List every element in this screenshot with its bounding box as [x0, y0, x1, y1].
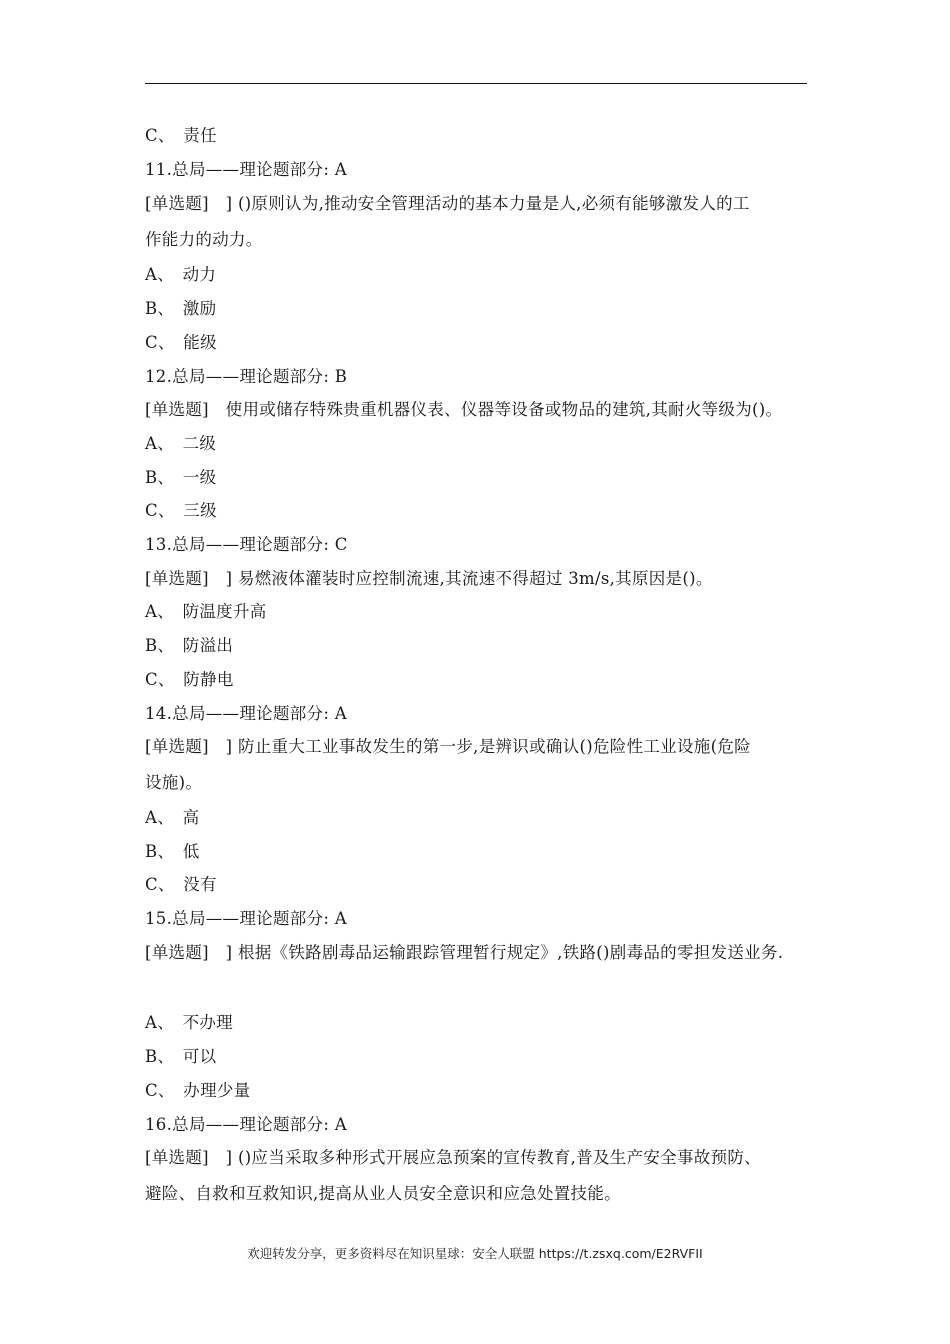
option-c-q15: C、 办理少量 — [145, 1081, 251, 1100]
option-b-q11: B、 激励 — [145, 299, 217, 318]
footer-share-note: 欢迎转发分享，更多资料尽在知识星球：安全人联盟 https://t.zsxq.com/E2RVFII — [247, 1246, 703, 1261]
question-text-11-line1: [单选题] ] ()原则认为,推动安全管理活动的基本力量是人,必须有能够激发人的工 — [145, 194, 750, 213]
question-text-14-line2: 设施)。 — [145, 773, 203, 792]
option-b-q14: B、 低 — [145, 842, 200, 861]
question-text-12: [单选题] 使用或储存特殊贵重机器仪表、仪器等设备或物品的建筑,其耐火等级为()。 — [145, 400, 783, 419]
option-b-q12: B、 一级 — [145, 468, 217, 487]
option-a-q15: A、 不办理 — [145, 1013, 233, 1032]
header-rule — [145, 83, 807, 84]
option-b-q15: B、 可以 — [145, 1047, 217, 1066]
question-header-14: 14.总局——理论题部分: A — [145, 704, 347, 723]
option-c-q14: C、 没有 — [145, 875, 217, 894]
question-text-16-line1: [单选题] ] ()应当采取多种形式开展应急预案的宣传教育,普及生产安全事故预防、 — [145, 1148, 761, 1167]
question-header-12: 12.总局——理论题部分: B — [145, 367, 348, 386]
question-text-14-line1: [单选题] ] 防止重大工业事故发生的第一步,是辨识或确认()危险性工业设施(危险 — [145, 737, 751, 756]
question-text-13: [单选题] ] 易燃液体灌装时应控制流速,其流速不得超过 3m/s,其原因是()。 — [145, 569, 713, 588]
option-c-q12: C、 三级 — [145, 501, 217, 520]
option-a-q14: A、 高 — [145, 808, 200, 827]
option-c-q13: C、 防静电 — [145, 670, 234, 689]
question-text-15: [单选题] ] 根据《铁路剧毒品运输跟踪管理暂行规定》,铁路()剧毒品的零担发送业务. — [145, 943, 784, 962]
option-c-q10: C、 责任 — [145, 126, 217, 145]
question-header-15: 15.总局——理论题部分: A — [145, 909, 347, 928]
question-header-16: 16.总局——理论题部分: A — [145, 1115, 347, 1134]
option-a-q13: A、 防温度升高 — [145, 602, 267, 621]
question-header-11: 11.总局——理论题部分: A — [145, 160, 347, 179]
option-a-q12: A、 二级 — [145, 434, 217, 453]
option-a-q11: A、 动力 — [145, 265, 217, 284]
option-c-q11: C、 能级 — [145, 333, 217, 352]
question-text-16-line2: 避险、自救和互救知识,提高从业人员安全意识和应急处置技能。 — [145, 1184, 621, 1203]
option-b-q13: B、 防溢出 — [145, 636, 234, 655]
question-text-11-line2: 作能力的动力。 — [145, 230, 263, 249]
question-header-13: 13.总局——理论题部分: C — [145, 535, 348, 554]
